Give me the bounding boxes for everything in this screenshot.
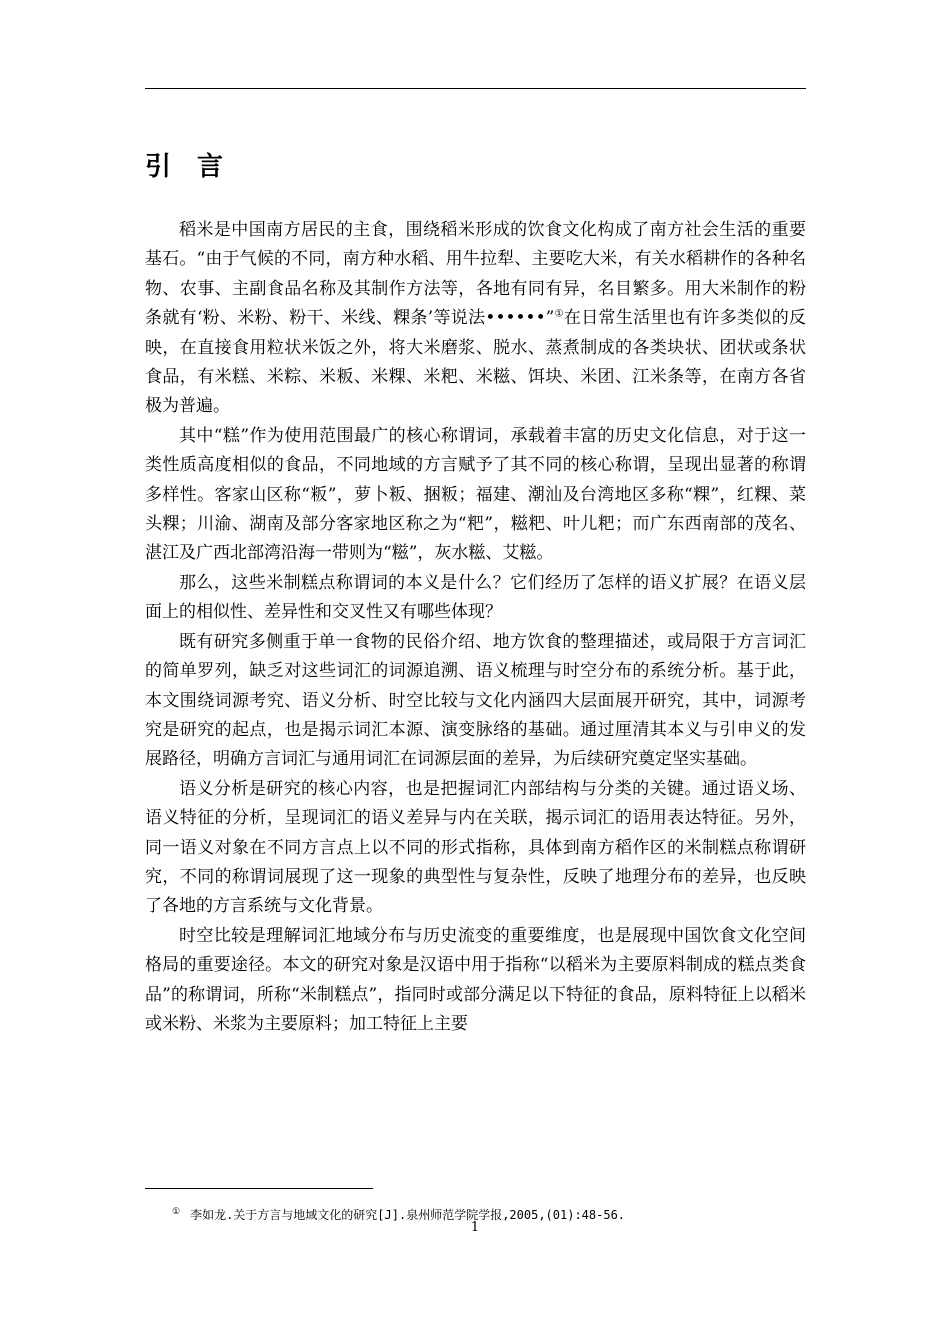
paragraph-4: 既有研究多侧重于单一食物的民俗介绍、地方饮食的整理描述，或局限于方言词汇的简单罗列，缺乏对这些词汇的词源追溯、语义梳理与时空分布的系统分析。基于此，本文围绕词源考究、语义分析、时空比较与文化内涵四大层面展开研究，其中，词源考究是研究的起点，也是揭示词汇本源、演变脉络的基础。通过厘清其本义与引申义的发展路径，明确方言词汇与通用词汇在词源层面的差异，为后续研究奠定坚实基础。 bbox=[145, 631, 806, 770]
paragraph-6: 时空比较是理解词汇地域分布与历史流变的重要维度，也是展现中国饮食文化空间格局的重要途径。本文的研究对象是汉语中用于指称“以稻米为主要原料制成的糕点类食品”的称谓词，所称“米制糕点”，指同时或部分满足以下特征的食品，原料特征上以稻米或米粉、米浆为主要原料；加工特征上主要 bbox=[145, 925, 806, 1034]
page-number: 1 bbox=[470, 1220, 480, 1235]
paragraph-5: 语义分析是研究的核心内容，也是把握词汇内部结构与分类的关键。通过语义场、语义特征的分析，呈现词汇的语义差异与内在关联，揭示词汇的语用表达特征。另外，同一语义对象在不同方言点上以不同的形式指称，具体到南方稻作区的米制糕点称谓研究，不同的称谓词展现了这一现象的典型性与复杂性，反映了地理分布的差异，也反映了各地的方言系统与文化背景。 bbox=[145, 778, 806, 917]
footnote-rule bbox=[145, 1188, 373, 1189]
footnote-reference[interactable]: ① bbox=[554, 308, 564, 320]
paragraph-1-part-a: 稻米是中国南方居民的主食，围绕稻米形成的饮食文化构成了南方社会生活的重要基石。“由于气候的不同，南方种水稻、用牛拉犁、主要吃大米，有关水稻耕作的各种名物、农事、主副食品名称及其制作方法等，各地有同有异，名目繁多。用大米制作的粉条就有‘粉、米粉、粉干、米线、粿条’等说法••••••” bbox=[145, 220, 806, 329]
body-text bbox=[145, 216, 806, 1039]
footnote-text: 李如龙.关于方言与地域文化的研究[J].泉州师范学院学报,2005,(01):48-56. bbox=[190, 1208, 626, 1222]
header-rule bbox=[145, 88, 806, 89]
paragraph-1-part-b: 在日常生活里也有许多类似的反映，在直接食用粒状米饭之外，将大米磨浆、脱水、蒸煮制成的各类块状、团状或条状食品，有米糕、米粽、米粄、米粿、米粑、米糍、饵块、米团、江米条等，在南方各省极为普遍。 bbox=[145, 308, 807, 417]
paragraph-2: 其中“糕”作为使用范围最广的核心称谓词，承载着丰富的历史文化信息，对于这一类性质高度相似的食品，不同地域的方言赋予了其不同的核心称谓，呈现出显著的称谓多样性。客家山区称“粄”，萝卜粄、捆粄；福建、潮汕及台湾地区多称“粿”，红粿、菜头粿；川渝、湖南及部分客家地区称之为“粑”，糍粑、叶儿粑；而广东西南部的茂名、湛江及广西北部湾沿海一带则为“糍”，灰水糍、艾糍。 bbox=[145, 425, 806, 564]
footnote-marker: ① bbox=[172, 1207, 181, 1217]
section-heading: 引言 bbox=[145, 152, 250, 182]
paragraph-3: 那么，这些米制糕点称谓词的本义是什么？它们经历了怎样的语义扩展？在语义层面上的相似性、差异性和交叉性又有哪些体现？ bbox=[145, 572, 806, 623]
paragraph-1 bbox=[145, 216, 806, 422]
